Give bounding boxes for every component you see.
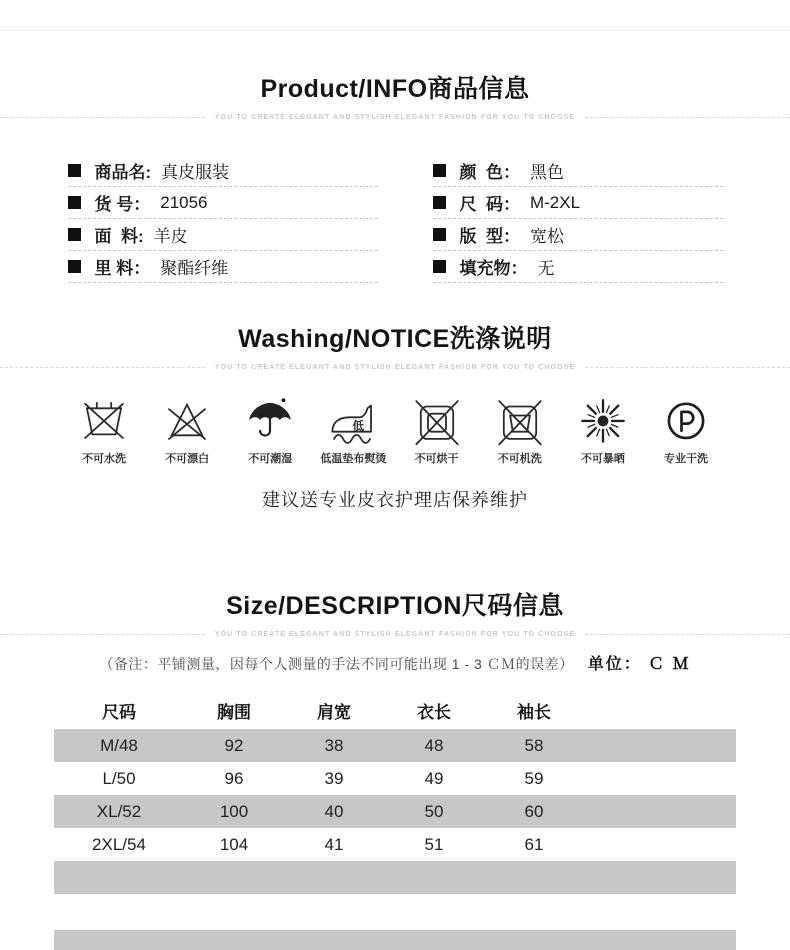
size-cell-blank	[584, 762, 736, 795]
no-wash-icon	[77, 393, 131, 447]
size-table-header-row	[54, 692, 736, 729]
size-cell: XL/52	[96, 801, 142, 821]
watermark-text: YOU TO CREATE ELEGANT AND STYLISH ELEGANT FASHION FOR YOU TO CHOOSE	[214, 114, 576, 121]
size-cell: 49	[424, 768, 444, 788]
col-header: 胸围	[217, 703, 251, 722]
care-icon-item	[64, 393, 144, 466]
section-size-info	[0, 586, 790, 638]
size-cell: L/50	[102, 768, 136, 788]
size-cell: 2XL/54	[92, 834, 146, 854]
dash-line	[585, 117, 790, 118]
info-value: 无	[537, 259, 555, 278]
info-label: 版 型：	[459, 227, 520, 246]
bullet-square-icon	[68, 260, 81, 273]
size-cell: 100	[219, 801, 249, 821]
size-cell: 104	[219, 834, 249, 854]
bullet-square-icon	[68, 228, 81, 241]
empty-cell	[54, 894, 736, 930]
info-value: 聚酯纤维	[160, 259, 229, 278]
watermark-text: YOU TO CREATE ELEGANT AND STYLISH ELEGANT FASHION FOR YOU TO CHOOSE	[214, 631, 576, 638]
size-cell: 39	[324, 768, 344, 788]
info-row	[68, 251, 378, 283]
bullet-square-icon	[433, 164, 446, 177]
info-label: 里 料：	[94, 259, 151, 278]
empty-cell	[54, 861, 736, 894]
size-note-row	[0, 651, 790, 674]
info-label: 尺 码：	[459, 195, 520, 214]
size-cell: 40	[324, 801, 344, 821]
info-column-left	[68, 155, 378, 283]
no-bleach-icon	[160, 393, 214, 447]
no-wet-icon	[243, 393, 297, 447]
dry-clean-icon	[659, 393, 713, 447]
dash-line	[0, 634, 205, 635]
info-label: 颜 色：	[459, 163, 520, 182]
info-label: 面 料:	[94, 227, 144, 246]
size-table-empty-row	[54, 930, 736, 950]
size-cell: 59	[524, 768, 544, 788]
size-table-empty-row	[54, 861, 736, 894]
product-info-grid	[0, 155, 790, 283]
care-icon-item	[397, 393, 477, 466]
info-value: 真皮服装	[161, 163, 230, 182]
info-label: 商品名:	[94, 163, 152, 182]
care-icon-label: 低温垫布熨烫	[320, 453, 387, 465]
section-title: Product/INFO商品信息	[260, 75, 530, 103]
size-cell: 58	[524, 735, 544, 755]
size-cell-blank	[584, 795, 736, 828]
info-label: 货 号：	[94, 195, 151, 214]
section-product-info	[0, 69, 790, 121]
size-table-row	[54, 729, 736, 762]
size-cell: 60	[524, 801, 544, 821]
care-icon-item	[646, 393, 726, 466]
info-row	[68, 219, 378, 251]
size-cell-blank	[584, 828, 736, 861]
info-value: 羊皮	[153, 227, 188, 246]
size-cell: M/48	[100, 735, 138, 755]
top-divider	[0, 30, 790, 31]
section-title: Size/DESCRIPTION尺码信息	[226, 592, 564, 620]
no-sun-icon	[576, 393, 630, 447]
col-header-blank	[584, 692, 736, 729]
care-icon-label: 不可烘干	[414, 453, 459, 465]
care-icon-item	[230, 393, 310, 466]
info-label: 填充物：	[459, 259, 528, 278]
col-header: 衣长	[417, 703, 451, 722]
size-table-row	[54, 795, 736, 828]
size-cell: 38	[324, 735, 344, 755]
empty-cell	[54, 930, 736, 950]
info-column-right	[433, 155, 723, 283]
size-table	[54, 692, 736, 950]
info-row	[68, 155, 378, 187]
care-icon-label: 不可暴晒	[580, 453, 625, 465]
care-icon-label: 专业干洗	[663, 453, 708, 465]
size-cell: 96	[224, 768, 244, 788]
size-cell-blank	[584, 729, 736, 762]
no-tumble-dry-icon	[410, 393, 464, 447]
care-icon-item	[147, 393, 227, 466]
dash-line	[0, 367, 205, 368]
dash-line	[0, 117, 205, 118]
bullet-square-icon	[433, 196, 446, 209]
info-row	[68, 187, 378, 219]
bullet-square-icon	[433, 228, 446, 241]
info-row	[433, 187, 723, 219]
size-cell: 41	[324, 834, 344, 854]
info-value: M-2XL	[529, 192, 581, 212]
care-icon-item	[563, 393, 643, 466]
size-cell: 51	[424, 834, 444, 854]
size-table-row	[54, 828, 736, 861]
low-iron-icon	[326, 393, 380, 447]
info-row	[433, 155, 723, 187]
size-table-row	[54, 762, 736, 795]
bullet-square-icon	[68, 196, 81, 209]
size-cell: 48	[424, 735, 444, 755]
care-icon-item	[480, 393, 560, 466]
measure-note: （备注：平铺测量，因每个人测量的手法不同可能出现 1 - 3 ＣＭ的误差）	[99, 656, 574, 672]
care-icon-label: 不可机洗	[497, 453, 542, 465]
care-icon-label: 不可潮湿	[248, 453, 293, 465]
info-row	[433, 251, 723, 283]
col-header: 袖长	[517, 703, 551, 722]
col-header: 尺码	[102, 703, 136, 722]
care-icons-row	[0, 393, 790, 466]
size-cell: 61	[524, 834, 544, 854]
dash-line	[585, 367, 790, 368]
care-advice-text: 建议送专业皮衣护理店保养维护	[262, 490, 528, 510]
section-watermark	[0, 364, 790, 371]
size-table-empty-row	[54, 894, 736, 930]
dash-line	[585, 634, 790, 635]
care-icon-item	[313, 393, 393, 466]
info-value: 21056	[160, 192, 208, 212]
care-icon-label: 不可漂白	[165, 453, 210, 465]
unit-label: 单位： Ｃ Ｍ	[587, 656, 691, 673]
info-value: 黑色	[529, 163, 564, 182]
size-cell: 92	[224, 735, 244, 755]
iron-temp-char: 低	[352, 419, 365, 433]
section-title: Washing/NOTICE洗涤说明	[238, 325, 552, 353]
info-value: 宽松	[529, 227, 564, 246]
care-icon-label: 不可水洗	[82, 453, 126, 465]
size-cell: 50	[424, 801, 444, 821]
info-row	[433, 219, 723, 251]
bullet-square-icon	[433, 260, 446, 273]
section-watermark	[0, 631, 790, 638]
col-header: 肩宽	[317, 703, 351, 722]
section-washing-notice	[0, 319, 790, 371]
bullet-square-icon	[68, 164, 81, 177]
watermark-text: YOU TO CREATE ELEGANT AND STYLISH ELEGANT FASHION FOR YOU TO CHOOSE	[214, 364, 576, 371]
section-watermark	[0, 114, 790, 121]
no-machine-wash-icon	[493, 393, 547, 447]
